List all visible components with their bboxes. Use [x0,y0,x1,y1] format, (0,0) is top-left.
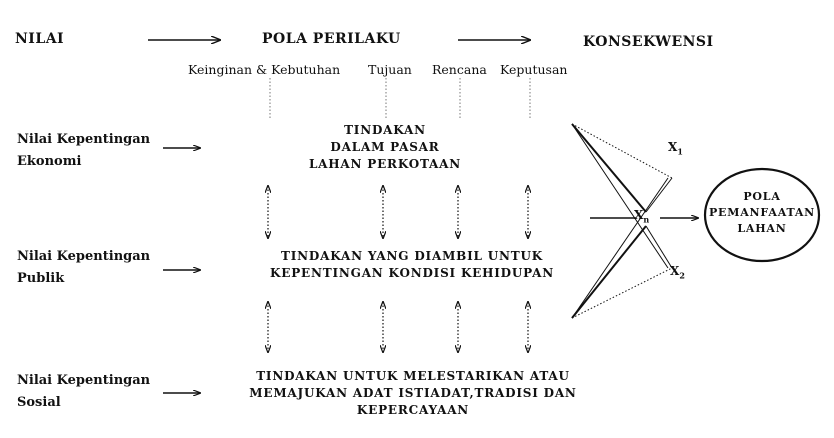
action-kondisi-kehidupan: TINDAKAN YANG DIAMBIL UNTUK KEPENTINGAN KONDISI KEHIDUPAN [270,249,554,280]
value-publik: Nilai Kepentingan Publik [17,249,151,286]
subheader-rencana: Rencana [432,62,487,77]
header-pola-perilaku: POLA PERILAKU [262,31,401,47]
node-x1: $X_1$ [668,140,683,157]
subheader-keinginan-kebutuhan: Keinginan & Kebutuhan [188,62,341,77]
bidirectional-arrows-upper [268,186,528,238]
node-xn: $X_n$ [634,208,650,225]
bidirectional-arrows-lower [268,302,528,352]
header-konsekwensi: KONSEKWENSI [583,34,714,50]
subheader-tujuan: Tujuan [368,62,412,77]
outcome-label: POLA PEMANFAATAN LAHAN [708,190,816,235]
subheader-drops [270,78,530,118]
action-adat-tradisi: TINDAKAN UNTUK MELESTARIKAN ATAU MEMAJUKAN ADAT ISTIADAT,TRADISI DAN KEPERCAYAAN [249,369,577,417]
value-sosial: Nilai Kepentingan Sosial [17,373,151,410]
header-nilai: NILAI [15,31,65,47]
subheader-keputusan: Keputusan [500,62,568,77]
value-ekonomi: Nilai Kepentingan Ekonomi [17,132,151,169]
node-x2: $X_2$ [670,264,685,281]
action-pasar-lahan: TINDAKAN DALAM PASAR LAHAN PERKOTAAN [308,123,462,171]
